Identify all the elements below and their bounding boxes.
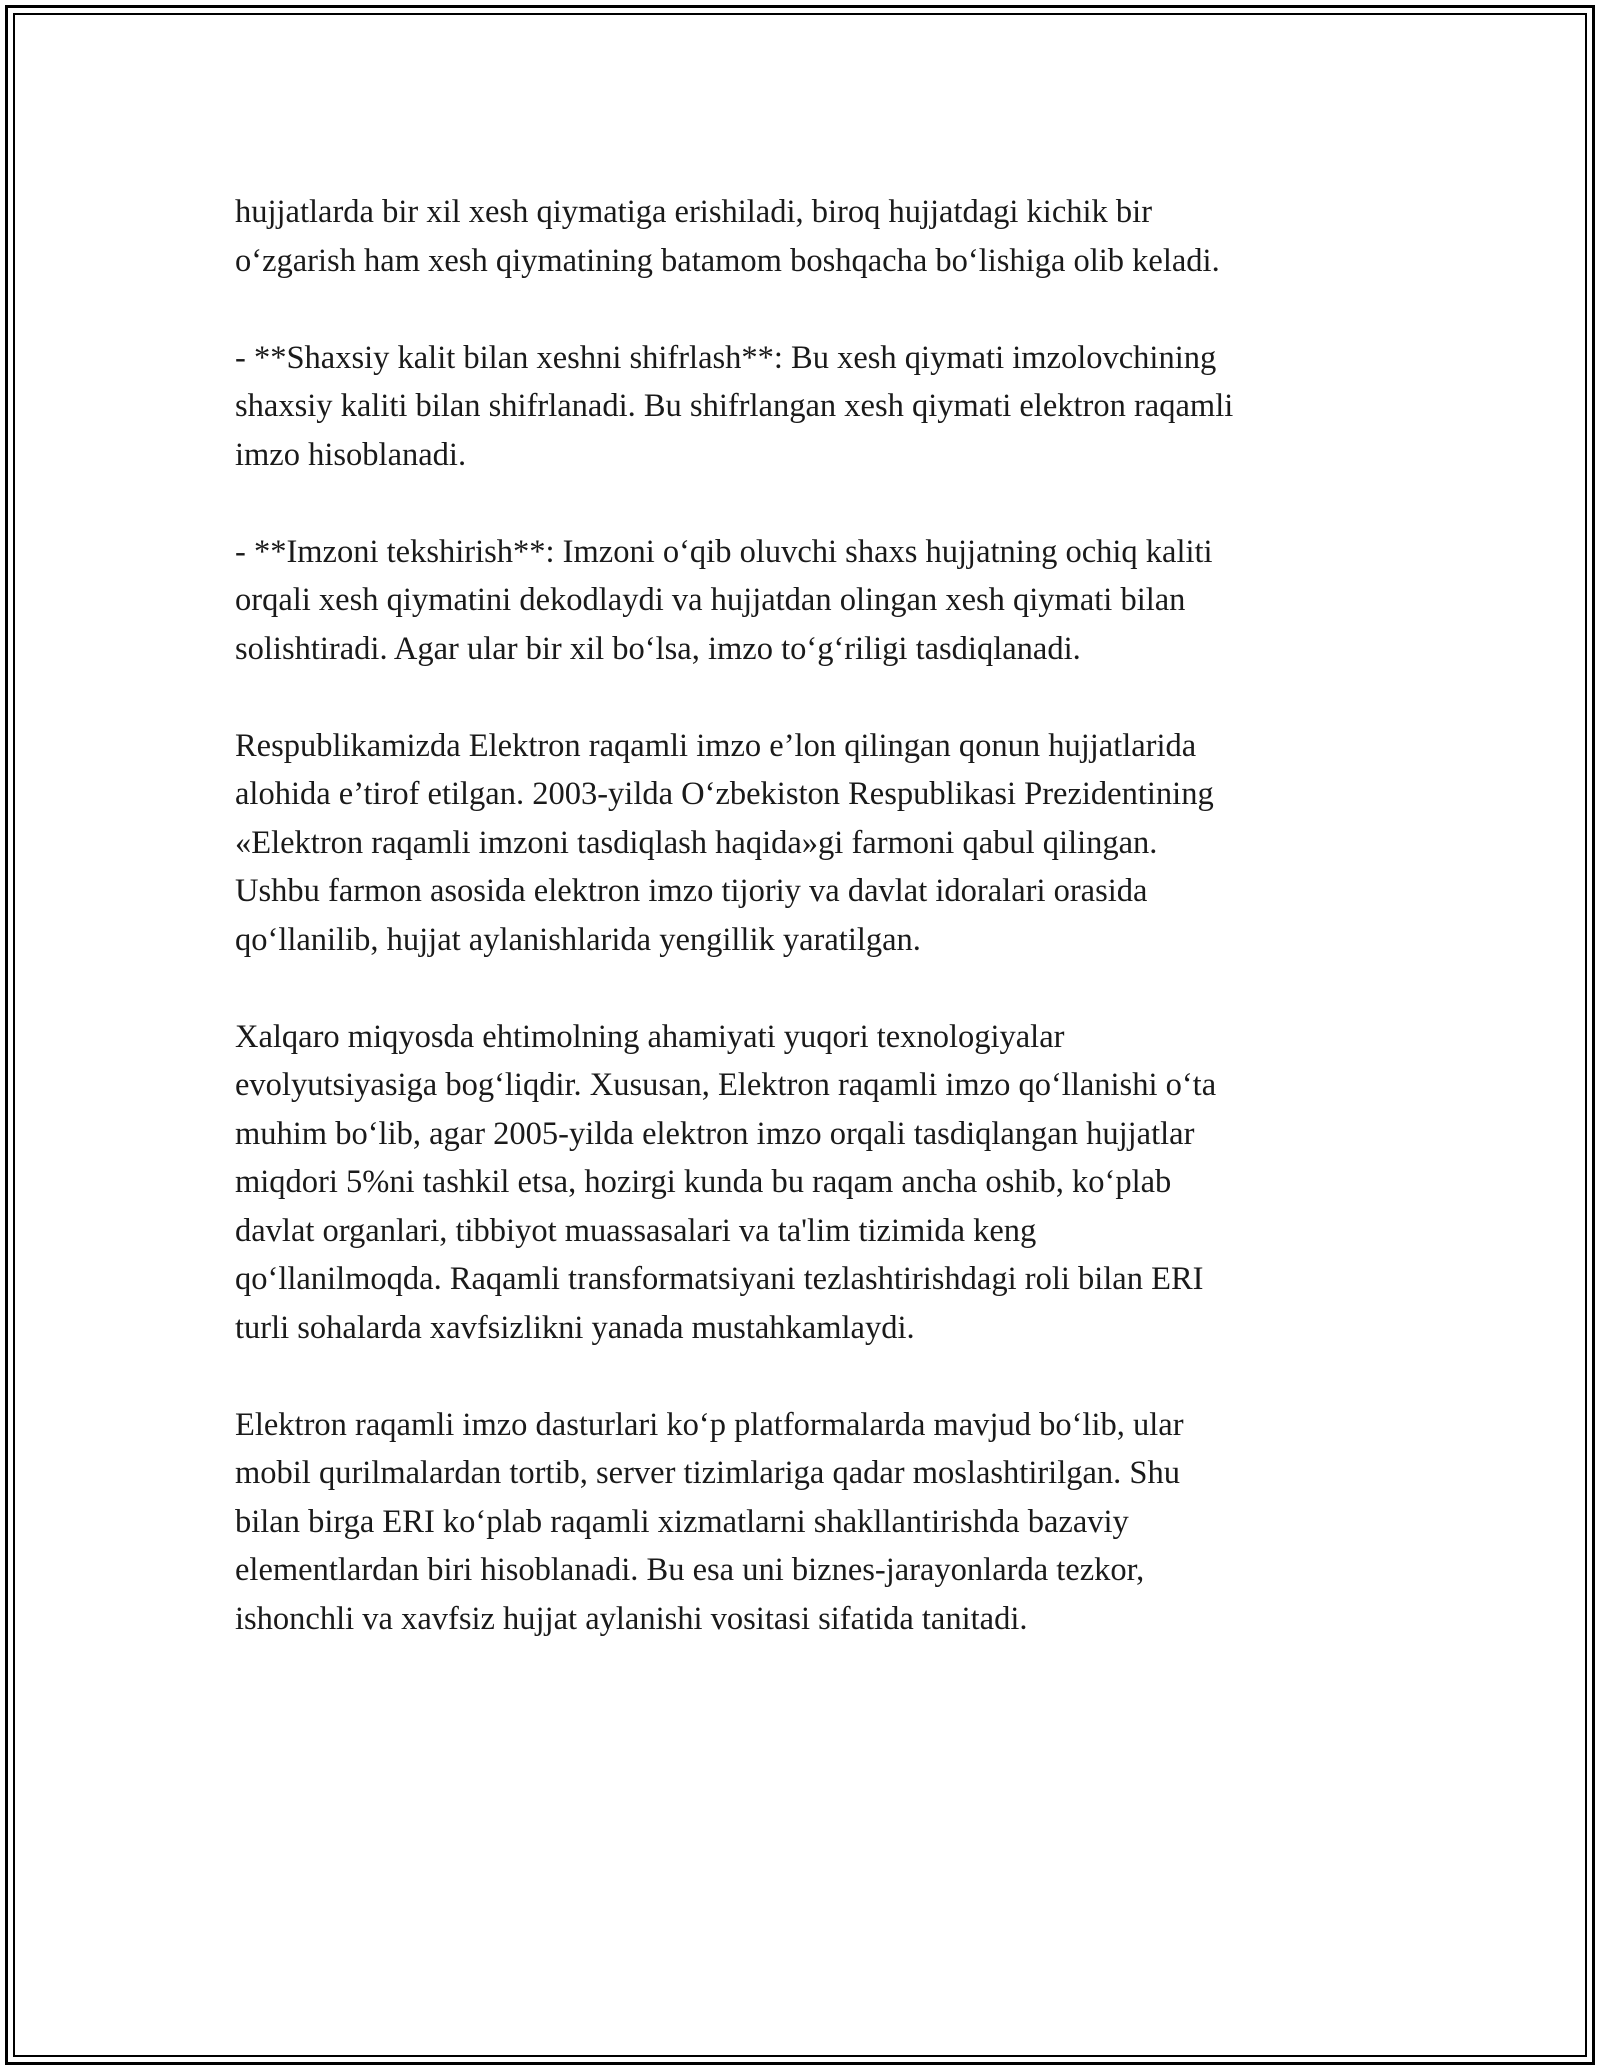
- paragraph-international-scale: Xalqaro miqyosda ehtimolning ahamiyati yuqori texnologiyalar evolyutsiyasiga bog‘liqdir. Xususan, Elektron raqamli imzo qo‘llanishi o‘ta muhim bo‘lib, agar 2005-yilda elektron imzo orqali tasdiqlangan hujjatlar miqdori 5%ni tashkil etsa, hozirgi kunda bu raqam ancha oshib, ko‘plab davlat organlari, tibbiyot muassasalari va ta'lim tizimida keng qo‘llanilmoqda. Raqamli transformatsiyani tezlashtirishdagi roli bilan ERI turli sohalarda xavfsizlikni yanada mustahkamlaydi.: [235, 1018, 1217, 1346]
- document-body: [235, 188, 1385, 1692]
- paragraph-hash-result: hujjatlarda bir xil xesh qiymatiga erishiladi, biroq hujjatdagi kichik bir o‘zgarish ham xesh qiymatining batamom boshqacha bo‘lishiga olib keladi.: [235, 194, 1220, 279]
- paragraph-signature-verification: - **Imzoni tekshirish**: Imzoni o‘qib oluvchi shaxs hujjatning ochiq kaliti orqali xesh qiymatini dekodlaydi va hujjatdan olingan xesh qiymati bilan solishtiradi. Agar ular bir xil bo‘lsa, imzo to‘g‘riligi tasdiqlanadi.: [235, 533, 1213, 667]
- paragraph-republic-legislation: Respublikamizda Elektron raqamli imzo e’lon qilingan qonun hujjatlarida alohida e’tirof etilgan. 2003-yilda O‘zbekiston Respublikasi Prezidentining «Elektron raqamli imzoni tasdiqlash haqida»gi farmoni qabul qilingan. Ushbu farmon asosida elektron imzo tijoriy va davlat idoralari orasida qo‘llanilib, hujjat aylanishlarida yengillik yaratilgan.: [235, 727, 1214, 958]
- paragraph-private-key-encryption: - **Shaxsiy kalit bilan xeshni shifrlash**: Bu xesh qiymati imzolovchining shaxsiy kaliti bilan shifrlanadi. Bu shifrlangan xesh qiymati elektron raqamli imzo hisoblanadi.: [235, 339, 1234, 473]
- paragraph-software-platforms: Elektron raqamli imzo dasturlari ko‘p platformalarda mavjud bo‘lib, ular mobil qurilmalardan tortib, server tizimlariga qadar moslashtirilgan. Shu bilan birga ERI ko‘plab raqamli xizmatlarni shakllantirishda bazaviy elementlardan biri hisoblanadi. Bu esa uni biznes-jarayonlarda tezkor, ishonchli va xavfsiz hujjat aylanishi vositasi sifatida tanitadi.: [235, 1406, 1184, 1637]
